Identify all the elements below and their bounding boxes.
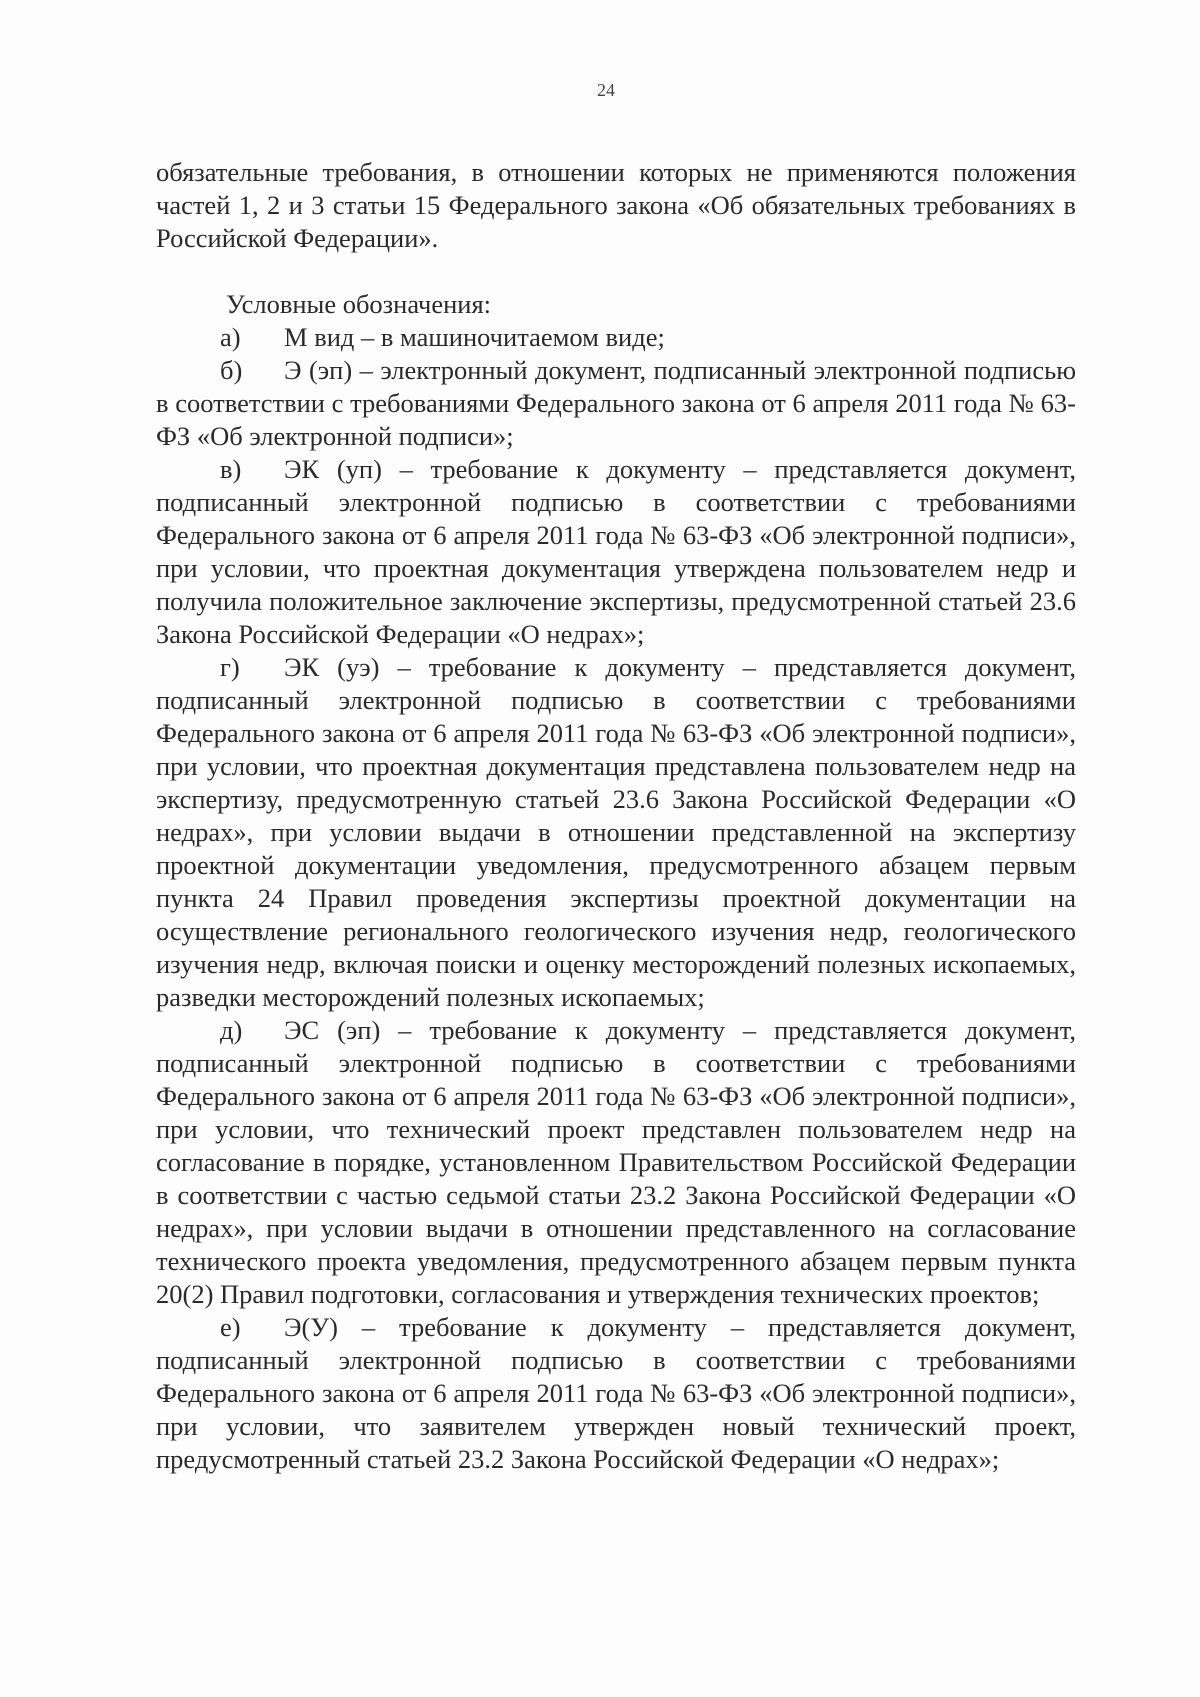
legend-item-a xyxy=(156,321,1076,354)
legend-item-letter: д) xyxy=(220,1015,243,1045)
legend-item-letter: г) xyxy=(220,652,240,682)
page-number: 24 xyxy=(597,80,615,100)
legend-item-text: Э(У) – требование к документу – представляется документ, подписанный электронной подписью в соответствии с требованиями Федерального закона от 6 апреля 2011 года № 63-ФЗ «Об электронной подписи», при условии, что заявителем утвержден новый технический проект, предусмотренный статьей 23.2 Закона Российской Федерации «О недрах»; xyxy=(156,1312,1076,1474)
legend-item-g xyxy=(156,651,1076,1014)
document-body xyxy=(156,156,1076,1476)
legend-item-text: М вид – в машиночитаемом виде; xyxy=(284,322,665,352)
legend-item-letter: б) xyxy=(220,355,243,385)
legend-title: Условные обозначения: xyxy=(226,289,492,319)
legend-item-d xyxy=(156,1014,1076,1311)
legend-item-text: ЭС (эп) – требование к документу – представляется документ, подписанный электронной подписью в соответствии с требованиями Федерального закона от 6 апреля 2011 года № 63-ФЗ «Об электронной подписи», при условии, что технический проект представлен пользователем недр на согласование в порядке, установленном Правительством Российской Федерации в соответствии с частью седьмой статьи 23.2 Закона Российской Федерации «О недрах», при условии выдачи в отношении представленного на согласование технического проекта уведомления, предусмотренного абзацем первым пункта 20(2) Правил подготовки, согласования и утверждения технических проектов; xyxy=(156,1015,1076,1309)
intro-paragraph: обязательные требования, в отношении которых не применяются положения частей 1, 2 и 3 статьи 15 Федерального закона «Об обязательных требованиях в Российской Федерации». xyxy=(156,157,1076,253)
legend-item-letter: а) xyxy=(220,322,241,352)
legend-item-b xyxy=(156,354,1076,453)
legend-item-e xyxy=(156,1311,1076,1476)
legend-item-letter: е) xyxy=(220,1312,241,1342)
legend-item-text: Э (эп) – электронный документ, подписанный электронной подписью в соответствии с требованиями Федерального закона от 6 апреля 2011 года № 63-ФЗ «Об электронной подписи»; xyxy=(156,355,1076,451)
legend-item-v xyxy=(156,453,1076,651)
legend-item-text: ЭК (уэ) – требование к документу – представляется документ, подписанный электронной подписью в соответствии с требованиями Федерального закона от 6 апреля 2011 года № 63-ФЗ «Об электронной подписи», при условии, что проектная документация представлена пользователем недр на экспертизу, предусмотренную статьей 23.6 Закона Российской Федерации «О недрах», при условии выдачи в отношении представленной на экспертизу проектной документации уведомления, предусмотренного абзацем первым пункта 24 Правил проведения экспертизы проектной документации на осуществление регионального геологического изучения недр, геологического изучения недр, включая поиски и оценку месторождений полезных ископаемых, разведки месторождений полезных ископаемых; xyxy=(156,652,1076,1012)
legend-item-letter: в) xyxy=(220,454,242,484)
legend-item-text: ЭК (уп) – требование к документу – представляется документ, подписанный электронной подписью в соответствии с требованиями Федерального закона от 6 апреля 2011 года № 63-ФЗ «Об электронной подписи», при условии, что проектная документация утверждена пользователем недр и получила положительное заключение экспертизы, предусмотренной статьей 23.6 Закона Российской Федерации «О недрах»; xyxy=(156,454,1076,649)
